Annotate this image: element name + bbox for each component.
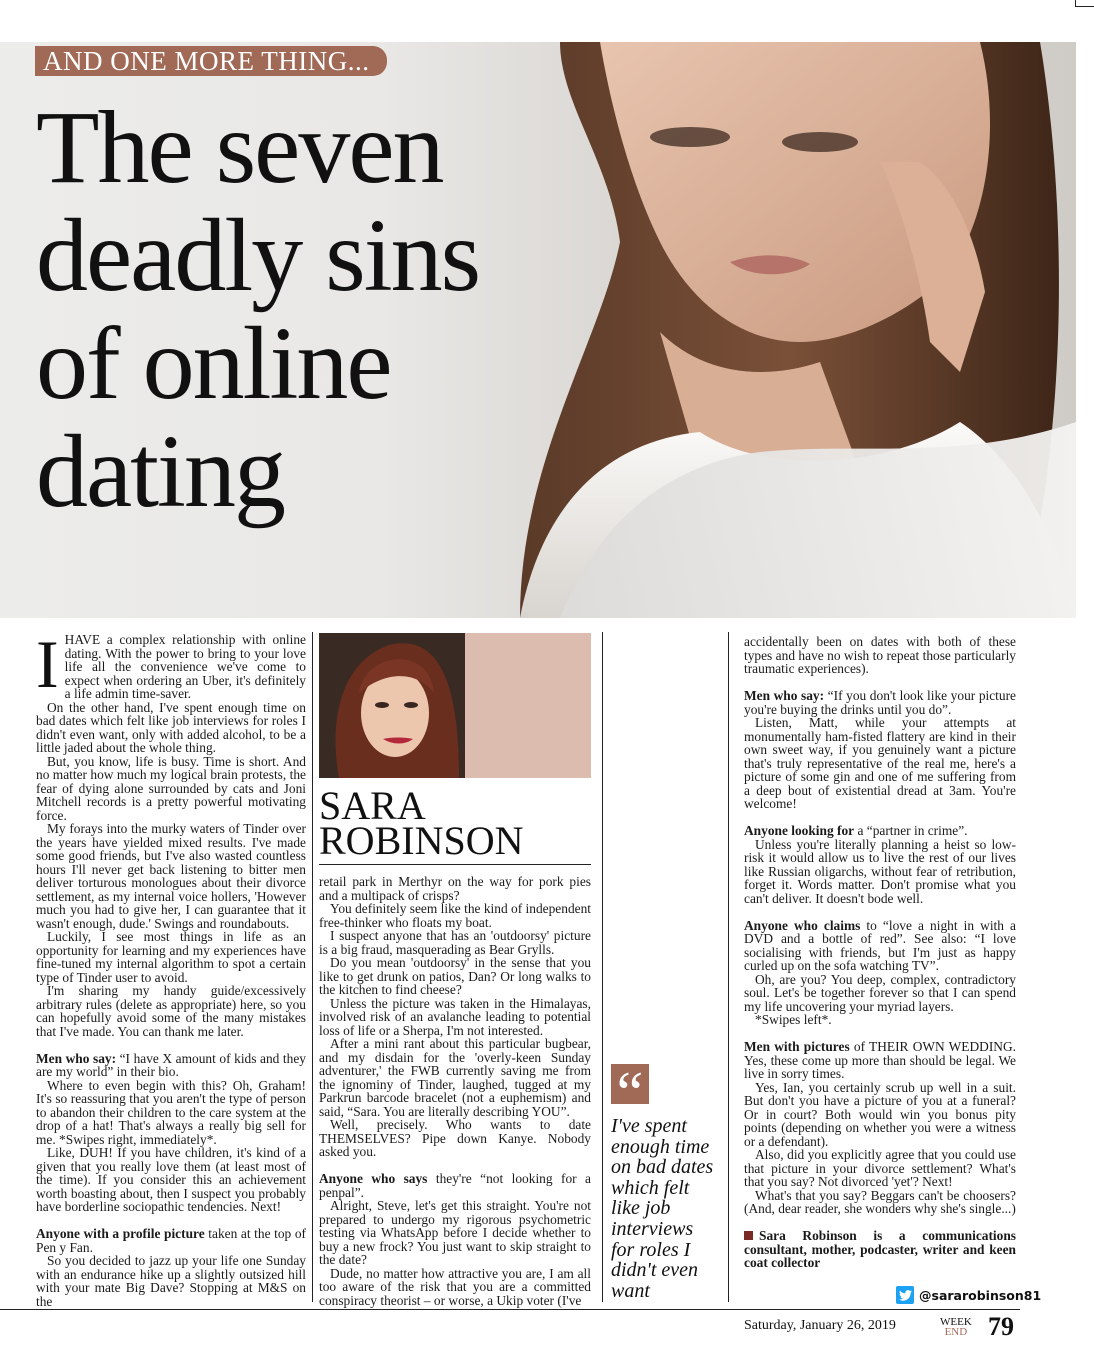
subhead: Men who say: <box>744 688 825 703</box>
subhead-paragraph <box>744 824 1016 838</box>
paragraph: But, you know, life is busy. Time is short. And no matter how much my logical brain protests, the fear of dying alone surrounded by cats and Joni Mitchell records is a pretty powerful motivating force. <box>36 753 306 823</box>
paragraph: HAVE a complex relationship with online dating. With the power to bring to your love life all the convenience we've come to expect when ordering an Uber, it's definitely a life admin time-saver. <box>64 632 306 701</box>
subhead-rest: “I have X amount of kids and they are my world” in their bio. <box>36 1050 306 1079</box>
drop-cap: I <box>36 626 59 702</box>
logo-end: END <box>944 1326 968 1338</box>
paragraph: retail park in Merthyr on the way for pork pies and a multipack of crisps? <box>319 874 591 903</box>
paragraph: Where to even begin with this? Oh, Graham! It's so reassuring that you aren't the type of person to abandon their children to the care system at the drop of a hat! That's always a really big sell for me. *Swipes right, immediately*. <box>36 1077 306 1147</box>
footer-rule <box>0 1309 1020 1310</box>
paragraph: You definitely seem like the kind of independent free-thinker who floats my boat. <box>319 901 591 930</box>
subhead: Anyone who claims <box>744 917 861 933</box>
author-color-block <box>465 633 591 778</box>
paragraph: So you decided to jazz up your life one Sunday with an endurance hike up a slightly outsized hill with your mate Big Dave? Stopping at M&S on the <box>36 1253 306 1309</box>
author-name <box>319 783 591 865</box>
paragraph: My forays into the murky waters of Tinder over the years have yielded mixed results. I've made some good friends, but I've also wasted countless hours I'll never get back listening to bitter men deliver torturous monologues about their divorce settlement, as my internal voice hollers, 'However much you had to give her, I can guarantee that it wasn't enough, dude.' Swings and roundabouts. <box>36 821 306 931</box>
column-rule <box>312 632 313 1302</box>
author-bio <box>744 1229 1016 1270</box>
logo-week: WEEK <box>940 1316 972 1328</box>
subhead-paragraph <box>36 1052 306 1079</box>
article-column-1 <box>36 626 306 1309</box>
subhead-paragraph <box>744 919 1016 973</box>
page-number: 79 <box>988 1312 1014 1341</box>
paragraph: Listen, Matt, while your attempts at monumentally ham-fisted flattery are kind in their own sweet way, if you genuinely want a picture that's truly representative of the real me, here's a picture of some gin and one of me suffering from a deep bout of existential dread at 3am. You're welcome! <box>744 715 1016 811</box>
paragraph: I'm sharing my handy guide/excessively arbitrary rules (delete as appropriate) here, so you can hopefully avoid some of the many mistakes that I've made. You can thank me later. <box>36 983 306 1039</box>
subhead-paragraph <box>744 689 1016 716</box>
subhead: Anyone who says <box>319 1171 428 1186</box>
headline-line: The seven <box>36 90 443 205</box>
twitter-handle[interactable] <box>896 1286 1041 1304</box>
headline <box>36 90 556 529</box>
subhead: Anyone with a profile picture <box>36 1226 205 1241</box>
column-rule <box>728 632 729 1302</box>
author-photo <box>319 633 465 778</box>
crop-mark <box>1075 0 1094 7</box>
paragraph: What's that you say? Beggars can't be choosers? (And, dear reader, she wonders why she's single...) <box>744 1187 1016 1216</box>
subhead-paragraph <box>319 1172 591 1199</box>
bio-marker-icon <box>744 1231 753 1240</box>
subhead-rest: to “love a night in with a DVD and a bottle of red”. See also: “I love socialising with friends, but I'm just as happy curled up on the sofa watching TV”. <box>744 917 1017 973</box>
section-kicker: AND ONE MORE THING... <box>35 46 387 76</box>
paragraph: Yes, Ian, you certainly scrub up well in a suit. But don't you have a picture of you at a funeral? Or in court? Both would win you bonus pity points (depending on whether you were a witness or a defendant). <box>744 1079 1016 1149</box>
headline-line: dating <box>36 414 284 529</box>
paragraph: Oh, are you? You deep, complex, contradictory soul. Let's be together forever so that I can spend my life uncovering your myriad layers. <box>744 971 1016 1014</box>
subhead: Anyone looking for <box>744 823 855 838</box>
paragraph: *Swipes left*. <box>755 1012 832 1027</box>
paragraph: Unless the picture was taken in the Himalayas, involved risk of an avalanche leading to potential loss of life or a Sherpa, I'm not interested. <box>319 995 591 1038</box>
paragraph: Alright, Steve, let's get this straight. You're not prepared to undergo my rigorous psychometric testing via WhatsApp before I decide whether to buy a new frock? You just want to skip straight to the date? <box>319 1198 591 1267</box>
paragraph: After a mini rant about this particular bugbear, and my disdain for the 'overly-keen Sunday adventurer,' the FWB currently saving me from the ignominy of Tinder, laughed, tugged at my Parkrun barcode bracelet (not a euphemism) and said, “Sara. You are literally describing YOU”. <box>319 1036 591 1119</box>
subhead-rest: taken at the top of Pen y Fan. <box>36 1226 306 1255</box>
subhead-paragraph <box>744 1040 1016 1081</box>
subhead-rest: of THEIR OWN WEDDING. Yes, these come up more than should be legal. We live in sorry times. <box>744 1039 1016 1081</box>
subhead-rest: “If you don't look like your picture you're buying the drinks until you do”. <box>744 688 1016 717</box>
subhead: Men who say: <box>36 1050 117 1066</box>
paragraph: Like, DUH! If you have children, it's kind of a given that you really love them (at least most of the time). If you consider this an achievement worth boasting about, then I suspect you probably have borderline sociopathic tendencies. Next! <box>36 1145 306 1214</box>
article-column-2 <box>319 875 591 1307</box>
issue-date: Saturday, January 26, 2019 <box>744 1318 896 1333</box>
paragraph: I suspect anyone that has an 'outdoorsy' picture is a big fraud, masquerading as Bear Grylls. <box>319 928 591 957</box>
paragraph: accidentally been on dates with both of these types and have no wish to repeat those particularly traumatic experiences). <box>744 634 1016 676</box>
hero-image <box>0 42 1076 618</box>
weekend-logo <box>940 1317 972 1337</box>
bio-text: Sara Robinson is a communications consultant, mother, podcaster, writer and keen coat collector <box>744 1228 1016 1270</box>
paragraph: Also, did you explicitly agree that you could use that picture in your divorce settlement? What's that you say? Not divorced 'yet'? Next! <box>744 1147 1016 1189</box>
headline-line: of online <box>36 306 391 421</box>
subhead: Men with pictures <box>744 1039 850 1054</box>
paragraph: Do you mean 'outdoorsy' in the sense that you like to get drunk on patios, Dan? Or long walks to the kitchen to find cheese? <box>319 955 591 997</box>
headline-line: deadly sins <box>36 198 480 313</box>
quote-mark-icon: “ <box>611 1064 649 1104</box>
subhead-rest: they're “not looking for a penpal”. <box>319 1171 591 1200</box>
paragraph: Dude, no matter how attractive you are, I am all too aware of the risk that you are a committed conspiracy theorist – or worse, a Ukip voter (I've <box>319 1265 591 1308</box>
subhead-paragraph <box>36 1227 306 1254</box>
subhead-rest: a “partner in crime”. <box>854 823 968 838</box>
author-first-name: SARA <box>319 783 426 828</box>
paragraph: Unless you're literally planning a heist so low-risk it would allow us to live the rest of our lives like Russian oligarchs, without fear of retribution, forget it. Words matter. Don't promise what you can't deliver. It doesn't bode well. <box>744 836 1016 906</box>
twitter-icon <box>896 1286 914 1304</box>
article-column-3 <box>744 635 1016 1270</box>
paragraph: On the other hand, I've spent enough time on bad dates which felt like job interviews for roles I didn't even want, only with added alcohol, to be a little jaded about the whole thing. <box>36 699 306 755</box>
paragraph: Luckily, I see most things in life as an opportunity for learning and my experiences have fine-tuned my internal algorithm to spot a certain type of Tinder user to avoid. <box>36 929 306 985</box>
author-last-name: ROBINSON <box>319 818 524 863</box>
pull-quote: I've spent enough time on bad dates which felt like job interviews for roles I didn't even want <box>611 1115 714 1302</box>
twitter-handle-text: @sararobinson81 <box>919 1287 1042 1303</box>
column-rule <box>602 632 603 1302</box>
paragraph: Well, precisely. Who wants to date THEMSELVES? Pipe down Kanye. Nobody asked you. <box>319 1117 591 1159</box>
